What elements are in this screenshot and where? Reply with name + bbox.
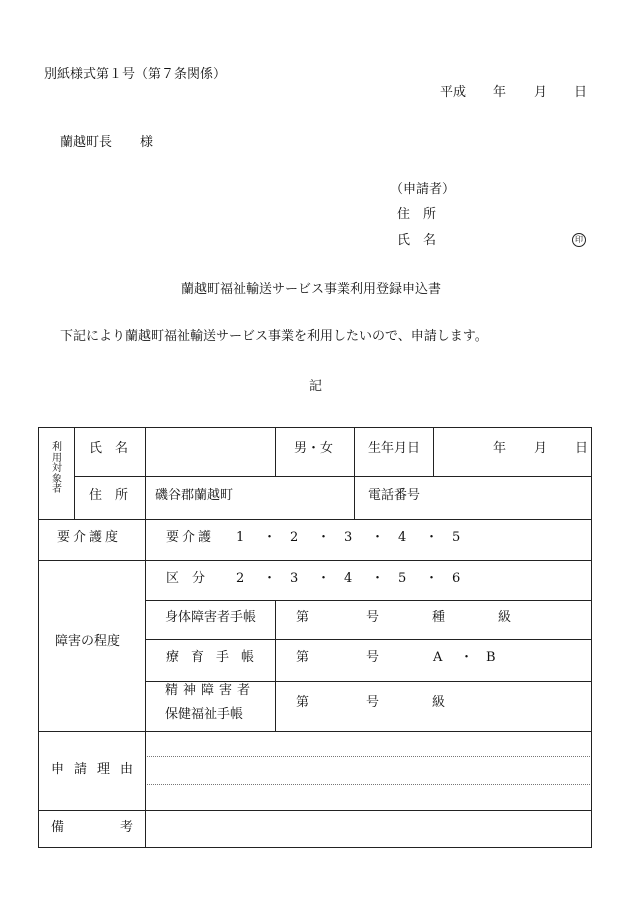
applicant-name-label: 氏 名 <box>397 233 437 248</box>
application-table: 利 用 対 象 者 氏 名 男・女 生年月日 年 月 日 住 所 磯谷郡蘭越町 電話番号 要介護度 要介護 1 ・ 2 ・ 3 ・ 4 ・ 5 障害の程度 区 分 2 ・ 3 ・ 4 ・ 5 ・ 6 身体障害者手帳 第 号 種 級 療 育 手 帳 第 号 A ・ B 精 神 障 害 者 保健福祉手帳 第 号 級 申 請 理 由 備 考 <box>38 427 592 848</box>
form-title: 蘭越町福祉輸送サービス事業利用登録申込書 <box>181 282 442 297</box>
date-year: 年 <box>493 85 507 100</box>
birth-label: 生年月日 <box>368 441 421 456</box>
name-field[interactable] <box>146 427 275 476</box>
birth-month: 月 <box>534 441 548 456</box>
category-label: 区 分 <box>166 571 206 586</box>
form-number: 別紙様式第１号（第７条関係） <box>44 67 227 82</box>
gender-choice[interactable]: 男・女 <box>294 441 334 456</box>
date-month: 月 <box>534 85 548 100</box>
care-value-label: 要介護 <box>166 530 215 545</box>
address-value[interactable]: 磯谷郡蘭越町 <box>155 488 234 503</box>
applicant-label: （申請者） <box>390 182 456 197</box>
name-label: 氏 名 <box>89 441 129 456</box>
intro-text: 下記により蘭越町福祉輸送サービス事業を利用したいので、申請します。 <box>60 329 488 344</box>
seal-mark: 印 <box>572 233 586 247</box>
address-label: 住 所 <box>89 488 129 503</box>
disability-label: 障害の程度 <box>55 634 121 649</box>
addressee-honorific: 様 <box>140 135 154 150</box>
birth-year: 年 <box>493 441 507 456</box>
ki-label: 記 <box>309 379 323 394</box>
reason-field[interactable] <box>146 732 591 810</box>
phone-field[interactable] <box>434 477 591 519</box>
applicant-address-label: 住 所 <box>397 207 437 222</box>
care-label: 要介護度 <box>57 530 122 545</box>
date-day: 日 <box>574 85 588 100</box>
remarks-field[interactable] <box>146 811 591 847</box>
physical-handbook-label: 身体障害者手帳 <box>165 610 257 625</box>
phone-label: 電話番号 <box>368 488 421 503</box>
addressee-name: 蘭越町長 <box>60 135 113 150</box>
subject-header: 利 用 対 象 者 <box>52 442 62 495</box>
date-era: 平成 <box>440 85 467 100</box>
birth-day: 日 <box>575 441 589 456</box>
